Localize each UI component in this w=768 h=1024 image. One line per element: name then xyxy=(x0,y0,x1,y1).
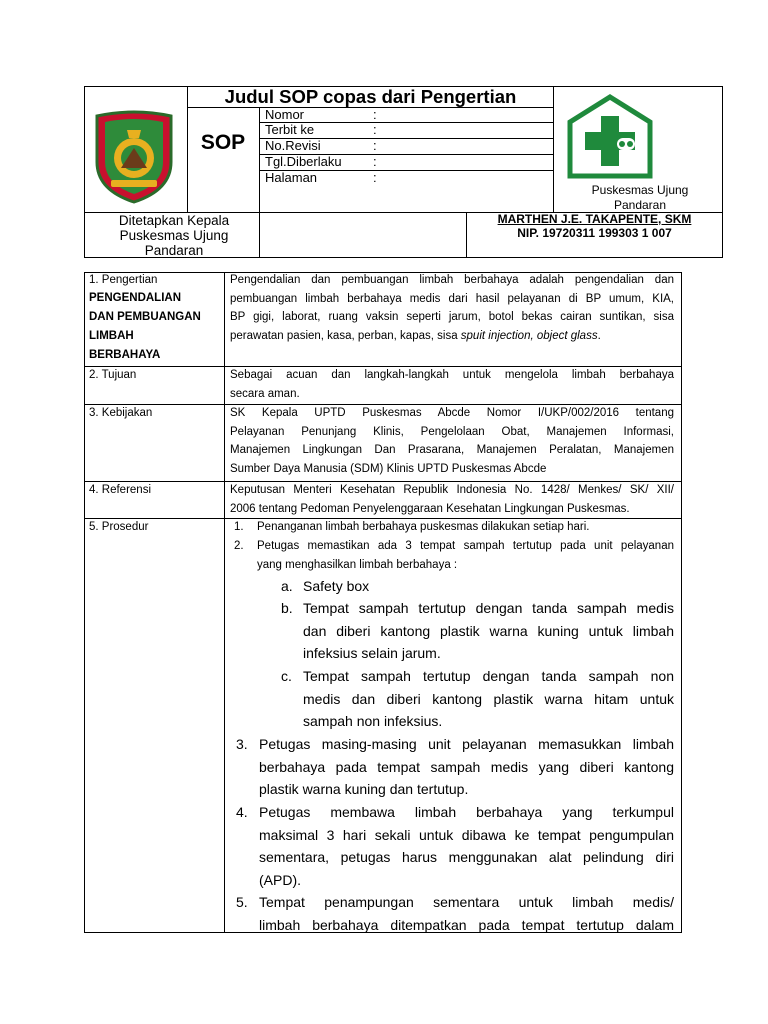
meta-label: Terbit ke xyxy=(265,122,315,137)
meta-label: Tgl.Diberlaku xyxy=(265,154,342,169)
meta-label: Halaman xyxy=(265,170,318,185)
signer-nip: NIP. 19720311 199303 1 007 xyxy=(517,226,672,240)
kebijakan-text: SK Kepala UPTD Puskesmas Abcde Nomor I/UKP/002/2016 tentang Pelayanan Penunjang Klinis, Pengelolaan Obat, Manajemen Informasi, Manajemen Lingkungan Dan Prasarana, Manajemen Peralatan, Manajemen Sumber Daya Manusia (SDM) Klinis UPTD Puskesmas Abcde xyxy=(230,407,674,475)
meta-tgl xyxy=(265,154,550,170)
meta-label: No.Revisi xyxy=(265,138,321,153)
step-number: 3. xyxy=(236,736,248,752)
step-number: 2. xyxy=(234,540,244,552)
puskesmas-name: Puskesmas Ujung Pandaran xyxy=(591,183,689,212)
step-number: 1. xyxy=(234,521,244,533)
row-label-prosedur: 5. Prosedur xyxy=(89,521,149,533)
row-label-tujuan: 2. Tujuan xyxy=(89,369,137,381)
meta-sep: : xyxy=(373,170,377,185)
pengertian-subtitle: PENGENDALIAN DAN PEMBUANGAN LIMBAH BERBAHAYA xyxy=(89,292,201,361)
regional-emblem xyxy=(91,110,177,206)
step-number: 5. xyxy=(236,894,248,910)
meta-sep: : xyxy=(373,138,377,153)
referensi-text: Keputusan Menteri Kesehatan Republik Indonesia No. 1428/ Menkes/ SK/ XII/ 2006 tentang Pedoman Penyelenggaraan Kesehatan Lingkungan Puskesmas. xyxy=(230,484,674,515)
meta-halaman xyxy=(265,170,550,186)
row-label-referensi: 4. Referensi xyxy=(89,484,152,496)
sop-label: SOP xyxy=(200,131,246,154)
meta-sep: : xyxy=(373,107,377,122)
meta-label: Nomor xyxy=(265,107,305,122)
meta-sep: : xyxy=(373,122,377,137)
document-title: Judul SOP copas dari Pengertian xyxy=(224,86,517,107)
meta-revisi xyxy=(265,138,550,154)
meta-nomor xyxy=(265,107,550,123)
signer-name: MARTHEN J.E. TAKAPENTE, SKM xyxy=(497,212,692,226)
puskesmas-logo xyxy=(567,94,653,180)
meta-sep: : xyxy=(373,154,377,169)
row-label-kebijakan: 3. Kebijakan xyxy=(89,407,153,419)
row-label-pengertian: 1. Pengertian xyxy=(89,274,158,286)
step-number: 4. xyxy=(236,804,248,820)
meta-terbit xyxy=(265,122,550,138)
pengertian-text: Pengendalian dan pembuangan limbah berbahaya adalah pengendalian dan pembuangan limbah berbahaya medis dari hasil pelayanan di BP umum, KIA, BP gigi, laborat, ruang vaksin seperti jarum, botol bekas cairan suntikan, sisa perawatan pasien, kasa, perban, kapas, sisa spuit injection, object glass. xyxy=(230,274,674,342)
ditetapkan-text: Ditetapkan Kepala Puskesmas Ujung Pandaran xyxy=(118,213,230,258)
tujuan-text: Sebagai acuan dan langkah-langkah untuk mengelola limbah berbahaya secara aman. xyxy=(230,369,674,400)
